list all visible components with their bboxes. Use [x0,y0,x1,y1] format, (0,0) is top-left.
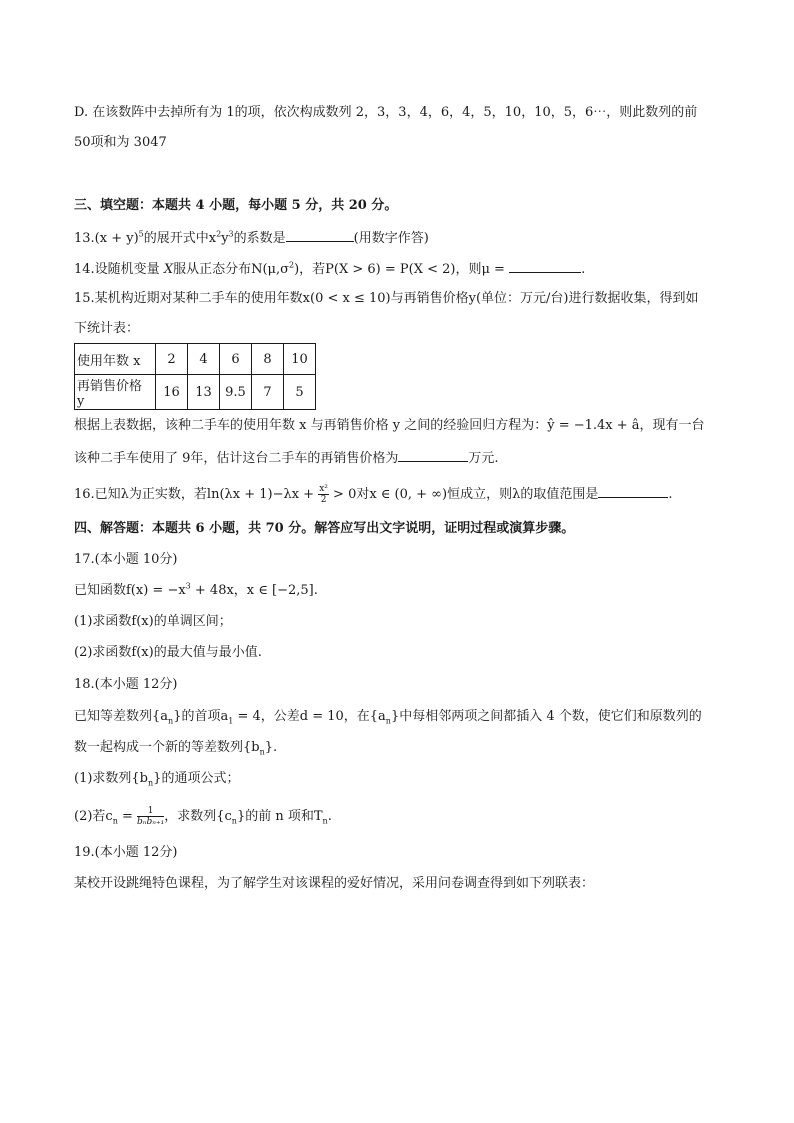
table-cell: 9.5 [220,375,252,410]
table-header-cell: 使用年数 x [75,344,156,375]
section4-heading: 四、解答题：本题共 6 小题，共 70 分。解答应写出文字说明，证明过程或演算步骤。 [74,521,575,536]
question-18-line3: (1)求数列$\{b_n\}$的通项公式； [74,771,240,788]
section3-heading: 三、填空题：本题共 4 小题，每小题 5 分，共 20 分。 [74,198,398,213]
question-13: $13.(x + y)^5$的展开式中$x^2y^3$的系数是 (用数字作答) [74,229,429,246]
table-cell: 6 [220,344,252,375]
answer-blank [286,228,354,242]
table-cell: 4 [188,344,220,375]
question-15-line1: 15.某机构近期对某种二手车的使用年数x(0 < x ≤ 10)与再销售价格y(单位：万元/台)进行数据收集，得到如 [74,291,699,306]
answer-blank [509,259,581,273]
table-cell: 7 [252,375,284,410]
question-15-line2: 下统计表： [74,321,140,336]
question-19-line1: 某校开设跳绳特色课程，为了解学生对该课程的爱好情况，采用问卷调查得到如下列联表： [74,876,595,891]
stats-table [74,343,316,410]
question-17-line2: (1)求函数f(x)的单调区间； [74,614,232,629]
option-d-line1: D. 在该数阵中去掉所有为 1的项，依次构成数列 2，3，3，4，6，4，5，10，10，5，6⋯，则此数列的前 [74,105,698,120]
table-cell: 13 [188,375,220,410]
option-d-line2: 50项和为 3047 [74,135,167,150]
table-header-cell: 再销售价格 y [75,375,156,410]
question-17-title: 17.(本小题 10分) [74,552,178,567]
table-cell: 2 [156,344,188,375]
question-18-line4: (2)若$c_n$ = $\frac{1}{\text{bₙbₙ₊₁}}$ ，求数列$\{c_n\}$的前 n 项和$T_n$. [74,806,332,827]
table-cell: 8 [252,344,284,375]
question-14: 14.设随机变量 X服从正态分布$N(\mu,\sigma^2)$，若P(X > 6) = P(X < 2)，则μ = . [74,260,586,277]
question-18-line1: 已知等差数列$\{a_n\}$的首项$a_1 = 4$，公差d = 10，在$\{a_n\}$中每相邻两项之间都插入 4 个数，使它们和原数列的 [74,709,702,726]
question-15-line4: 该种二手车使用了 9年，估计这台二手车的再销售价格为 万元. [74,448,499,468]
table-cell: 5 [284,375,316,410]
table-row [75,375,316,410]
table-row [75,344,316,375]
question-17-line1: 已知函数$f(x) = -x^3 + 48x$，x ∈ [−2,5]. [74,581,318,598]
table-cell: 16 [156,375,188,410]
answer-blank [598,484,668,498]
question-17-line3: (2)求函数f(x)的最大值与最小值. [74,645,262,660]
question-16: 16.已知λ为正实数，若ln(λx + 1)−λx + $\frac{\text{x²}}{2}$ > 0对x ∈ (0, + ∞)恒成立，则λ的取值范围是 . [74,484,673,505]
table-cell: 10 [284,344,316,375]
question-18-line2: 数一起构成一个新的等差数列$\{b_n\}$. [74,740,278,757]
fraction: $\frac{\text{x²}}{2}$ [319,484,328,505]
fraction: $\frac{1}{\text{bₙbₙ₊₁}}$ [137,806,165,827]
question-19-title: 19.(本小题 12分) [74,845,178,860]
question-18-title: 18.(本小题 12分) [74,677,178,692]
answer-blank [398,448,468,462]
question-15-line3: 根据上表数据，该种二手车的使用年数 x 与再销售价格 y 之间的经验回归方程为：ŷ = −1.4x + â，现有一台 [74,418,705,433]
